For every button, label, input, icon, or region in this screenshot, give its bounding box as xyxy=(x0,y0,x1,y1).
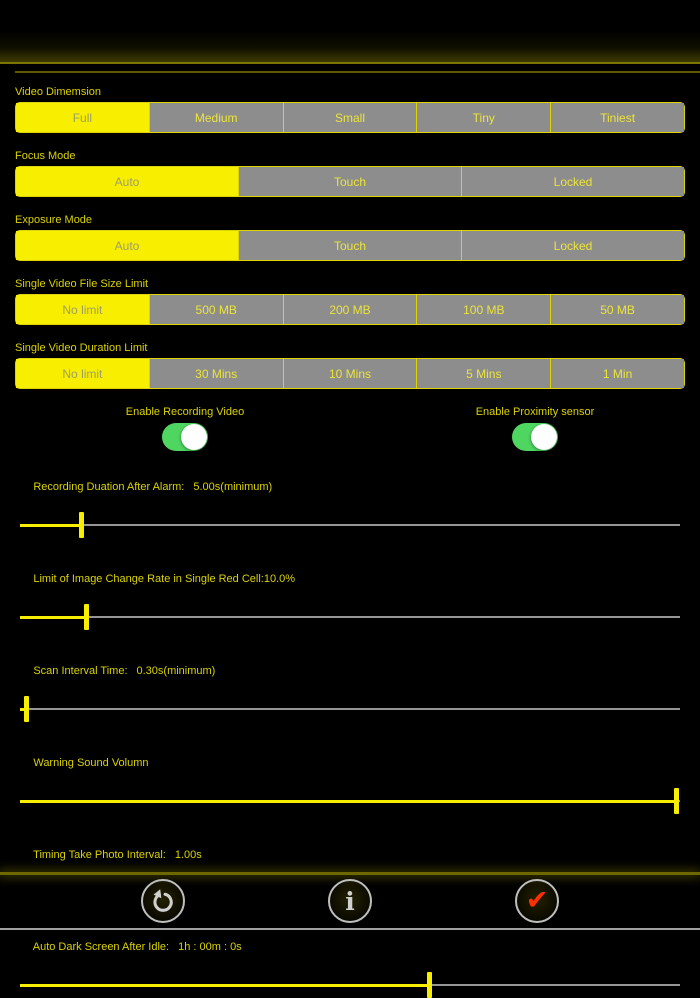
segmented-single-video-file-size-limit xyxy=(15,294,685,325)
slider-label xyxy=(15,834,685,876)
toggle-cell xyxy=(440,405,630,456)
segment-option-no-limit[interactable]: No limit xyxy=(16,359,149,388)
rotate-ccw-icon xyxy=(149,887,177,915)
slider-auto-dark-screen-after-idle[interactable] xyxy=(20,972,680,998)
section-label: Single Video File Size Limit xyxy=(15,278,149,290)
slider-group xyxy=(15,466,685,538)
slider-thumb[interactable] xyxy=(79,512,84,538)
segmented-exposure-mode xyxy=(15,230,685,261)
slider-limit-of-image-change-rate-in-single-red-cell[interactable] xyxy=(20,604,680,630)
reset-button[interactable] xyxy=(141,879,185,923)
toggle-knob xyxy=(531,424,557,450)
slider-track xyxy=(20,524,680,526)
section-label: Single Video Duration Limit xyxy=(15,342,148,354)
segment-option-200-mb[interactable]: 200 MB xyxy=(283,295,417,324)
segmented-focus-mode xyxy=(15,166,685,197)
checkmark-icon: ✔ xyxy=(525,884,549,915)
slider-thumb[interactable] xyxy=(24,696,29,722)
segmented-video-dimemsion xyxy=(15,102,685,133)
segment-option-touch[interactable]: Touch xyxy=(238,231,461,260)
segment-option-50-mb[interactable]: 50 MB xyxy=(550,295,684,324)
info-button[interactable] xyxy=(328,879,372,923)
slider-label xyxy=(15,650,685,692)
slider-label-text: Recording Duation After Alarm: xyxy=(33,481,185,493)
slider-track xyxy=(20,708,680,710)
slider-thumb[interactable] xyxy=(84,604,89,630)
segment-option-5-mins[interactable]: 5 Mins xyxy=(416,359,550,388)
top-divider xyxy=(0,0,700,73)
toggle-row xyxy=(15,405,685,451)
slider-group xyxy=(15,926,685,998)
slider-recording-duation-after-alarm[interactable] xyxy=(20,512,680,538)
slider-value: 0.30s(minimum) xyxy=(136,665,216,677)
slider-group xyxy=(15,742,685,814)
section-label: Focus Mode xyxy=(15,150,76,162)
slider-group xyxy=(15,650,685,722)
info-icon: i xyxy=(345,886,355,916)
segment-option-10-mins[interactable]: 10 Mins xyxy=(283,359,417,388)
segment-option-tiniest[interactable]: Tiniest xyxy=(550,103,684,132)
slider-track xyxy=(20,616,680,618)
toggle-label: Enable Proximity sensor xyxy=(475,406,595,418)
footer-buttons xyxy=(0,879,700,923)
slider-fill xyxy=(20,616,86,619)
slider-fill xyxy=(20,984,429,987)
slider-value: 5.00s(minimum) xyxy=(193,481,273,493)
segment-option-100-mb[interactable]: 100 MB xyxy=(416,295,550,324)
segment-option-locked[interactable]: Locked xyxy=(461,167,684,196)
toggle-knob xyxy=(181,424,207,450)
slider-label xyxy=(15,558,685,600)
slider-label-text: Scan Interval Time: xyxy=(33,665,128,677)
segment-option-500-mb[interactable]: 500 MB xyxy=(149,295,283,324)
slider-label xyxy=(15,742,685,784)
segment-option-1-min[interactable]: 1 Min xyxy=(550,359,684,388)
segment-option-locked[interactable]: Locked xyxy=(461,231,684,260)
slider-label-text: Timing Take Photo Interval: xyxy=(33,849,166,861)
bottom-edge-line xyxy=(0,928,700,930)
segment-option-full[interactable]: Full xyxy=(16,103,149,132)
segmented-single-video-duration-limit xyxy=(15,358,685,389)
slider-scan-interval-time[interactable] xyxy=(20,696,680,722)
slider-label xyxy=(15,466,685,508)
toggle-enable-recording-video[interactable] xyxy=(162,423,208,451)
segment-option-auto[interactable]: Auto xyxy=(16,167,238,196)
section-label: Video Dimemsion xyxy=(15,86,102,98)
toggle-enable-proximity-sensor[interactable] xyxy=(512,423,558,451)
top-glow xyxy=(0,30,700,62)
segment-option-30-mins[interactable]: 30 Mins xyxy=(149,359,283,388)
slider-value: 1h : 00m : 0s xyxy=(178,941,242,953)
footer-divider-line xyxy=(0,872,700,875)
segment-option-medium[interactable]: Medium xyxy=(149,103,283,132)
slider-warning-sound-volumn[interactable] xyxy=(20,788,680,814)
toggle-cell xyxy=(90,405,280,456)
settings-content xyxy=(0,73,700,998)
slider-thumb[interactable] xyxy=(674,788,679,814)
toggle-label: Enable Recording Video xyxy=(125,406,245,418)
slider-label-text: Limit of Image Change Rate in Single Red Cell: xyxy=(33,573,264,585)
slider-fill xyxy=(20,800,677,803)
slider-fill xyxy=(20,524,81,527)
segment-option-touch[interactable]: Touch xyxy=(238,167,461,196)
confirm-button[interactable] xyxy=(515,879,559,923)
slider-group xyxy=(15,558,685,630)
slider-thumb[interactable] xyxy=(427,972,432,998)
segment-option-small[interactable]: Small xyxy=(283,103,417,132)
segment-option-tiny[interactable]: Tiny xyxy=(416,103,550,132)
footer-toolbar xyxy=(0,872,700,934)
segment-option-auto[interactable]: Auto xyxy=(16,231,238,260)
top-divider-line xyxy=(0,62,700,64)
slider-label-text: Auto Dark Screen After Idle: xyxy=(32,941,170,953)
section-label: Exposure Mode xyxy=(15,214,93,226)
slider-value: 1.00s xyxy=(174,849,202,861)
slider-label-text: Warning Sound Volumn xyxy=(33,757,149,769)
segment-option-no-limit[interactable]: No limit xyxy=(16,295,149,324)
slider-value: 10.0% xyxy=(263,573,296,585)
